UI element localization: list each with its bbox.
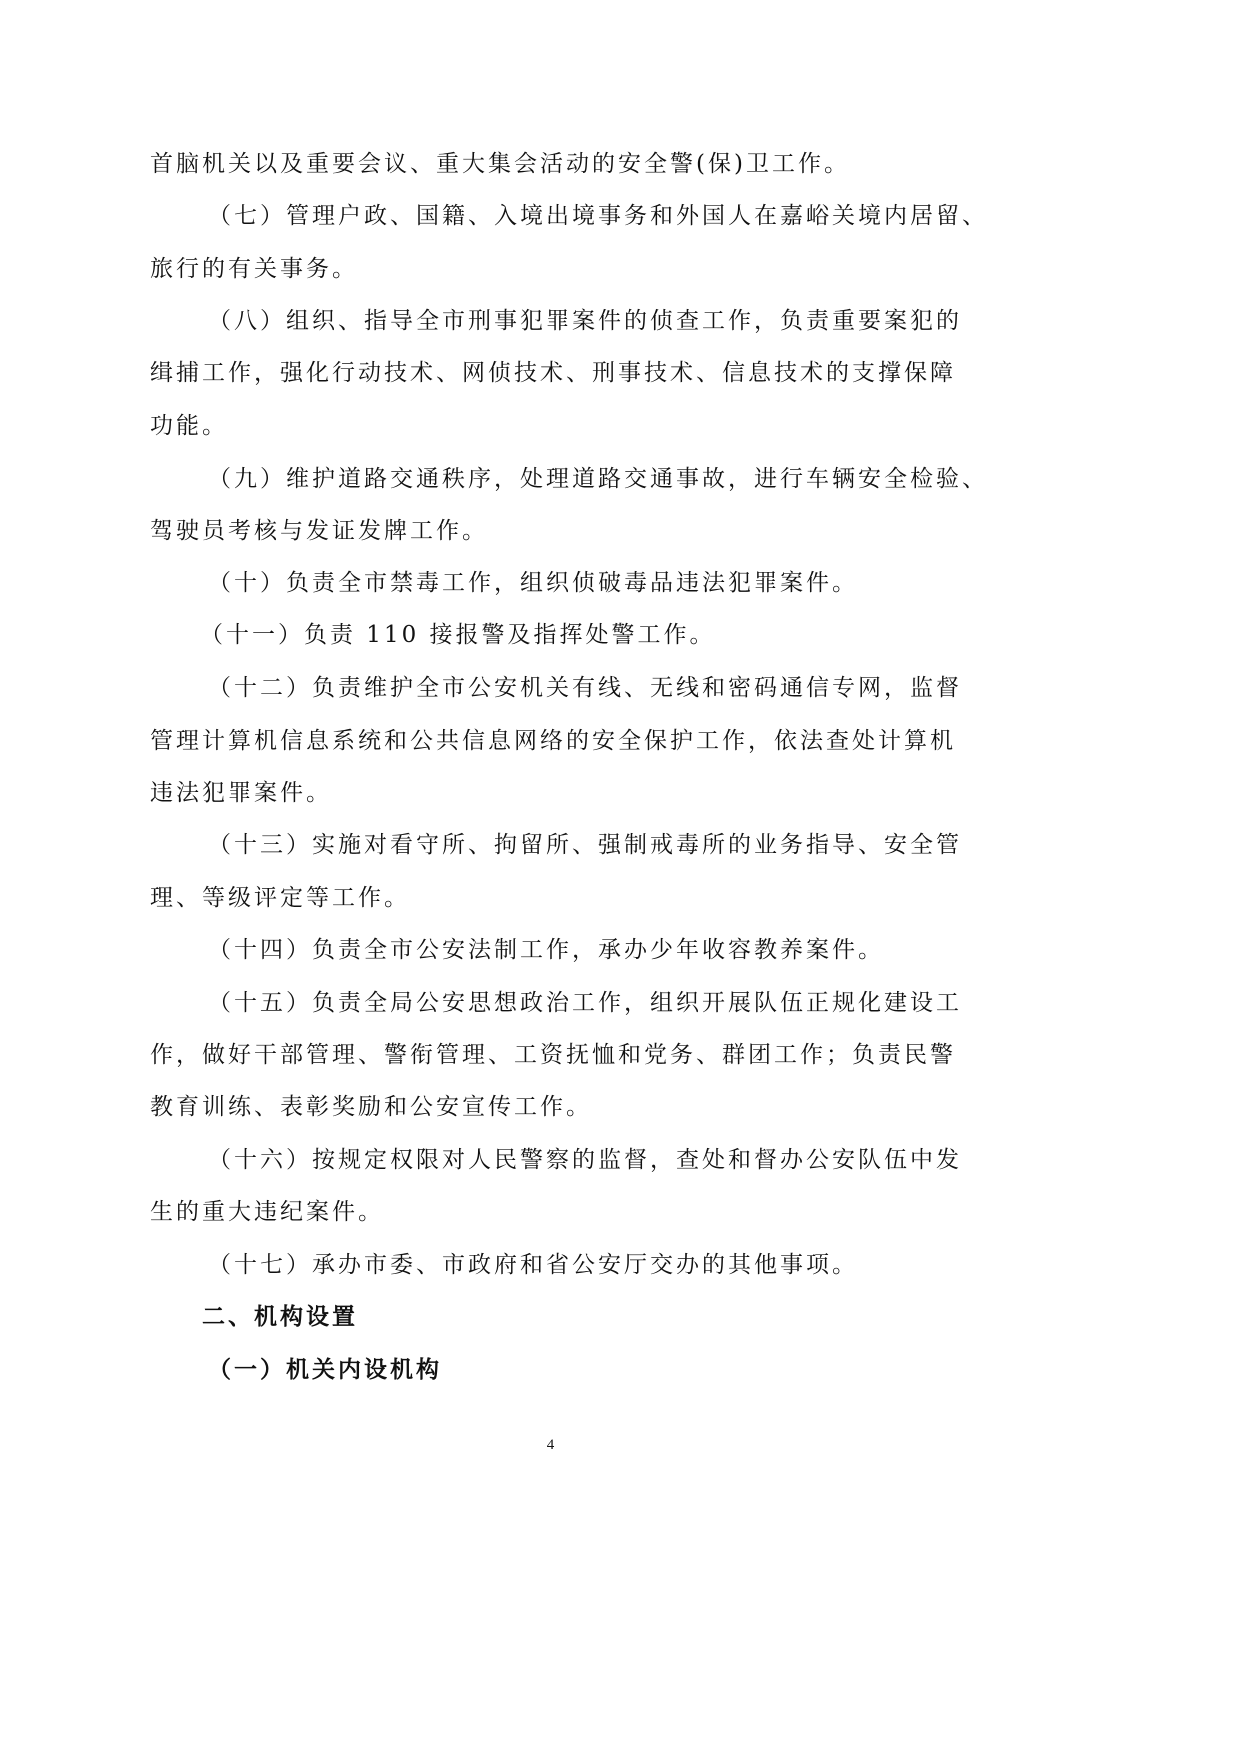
section-heading: 二、机构设置 (202, 1303, 358, 1330)
body-line: （十一）负责 110 接报警及指挥处警工作。 (200, 622, 716, 648)
body-line: 违法犯罪案件。 (150, 780, 332, 806)
body-line: （十六）按规定权限对人民警察的监督，查处和督办公安队伍中发 (208, 1147, 962, 1173)
body-line: 理、等级评定等工作。 (150, 885, 410, 911)
body-line: （十）负责全市禁毒工作，组织侦破毒品违法犯罪案件。 (208, 570, 858, 596)
body-line: （九）维护道路交通秩序，处理道路交通事故，进行车辆安全检验、 (208, 466, 988, 492)
body-line: 首脑机关以及重要会议、重大集会活动的安全警(保)卫工作。 (150, 151, 850, 177)
body-line: 功能。 (150, 413, 228, 439)
body-line: （八）组织、指导全市刑事犯罪案件的侦查工作，负责重要案犯的 (208, 308, 962, 334)
page-number: 4 (546, 1437, 555, 1453)
body-line: （七）管理户政、国籍、入境出境事务和外国人在嘉峪关境内居留、 (208, 203, 988, 229)
body-line: （十五）负责全局公安思想政治工作，组织开展队伍正规化建设工 (208, 990, 962, 1016)
body-line: 缉捕工作，强化行动技术、网侦技术、刑事技术、信息技术的支撑保障 (150, 360, 956, 386)
body-line: （十七）承办市委、市政府和省公安厅交办的其他事项。 (208, 1252, 858, 1278)
body-line: 管理计算机信息系统和公共信息网络的安全保护工作，依法查处计算机 (150, 728, 956, 754)
body-line: （十三）实施对看守所、拘留所、强制戒毒所的业务指导、安全管 (208, 832, 962, 858)
body-line: 旅行的有关事务。 (150, 256, 358, 282)
body-line: 驾驶员考核与发证发牌工作。 (150, 518, 488, 544)
body-line: 作，做好干部管理、警衔管理、工资抚恤和党务、群团工作；负责民警 (150, 1042, 956, 1068)
body-line: （十四）负责全市公安法制工作，承办少年收容教养案件。 (208, 937, 884, 963)
body-line: （十二）负责维护全市公安机关有线、无线和密码通信专网，监督 (208, 675, 962, 701)
body-line: 教育训练、表彰奖励和公安宣传工作。 (150, 1094, 592, 1120)
subsection-heading: （一）机关内设机构 (208, 1356, 442, 1383)
body-line: 生的重大违纪案件。 (150, 1199, 384, 1225)
